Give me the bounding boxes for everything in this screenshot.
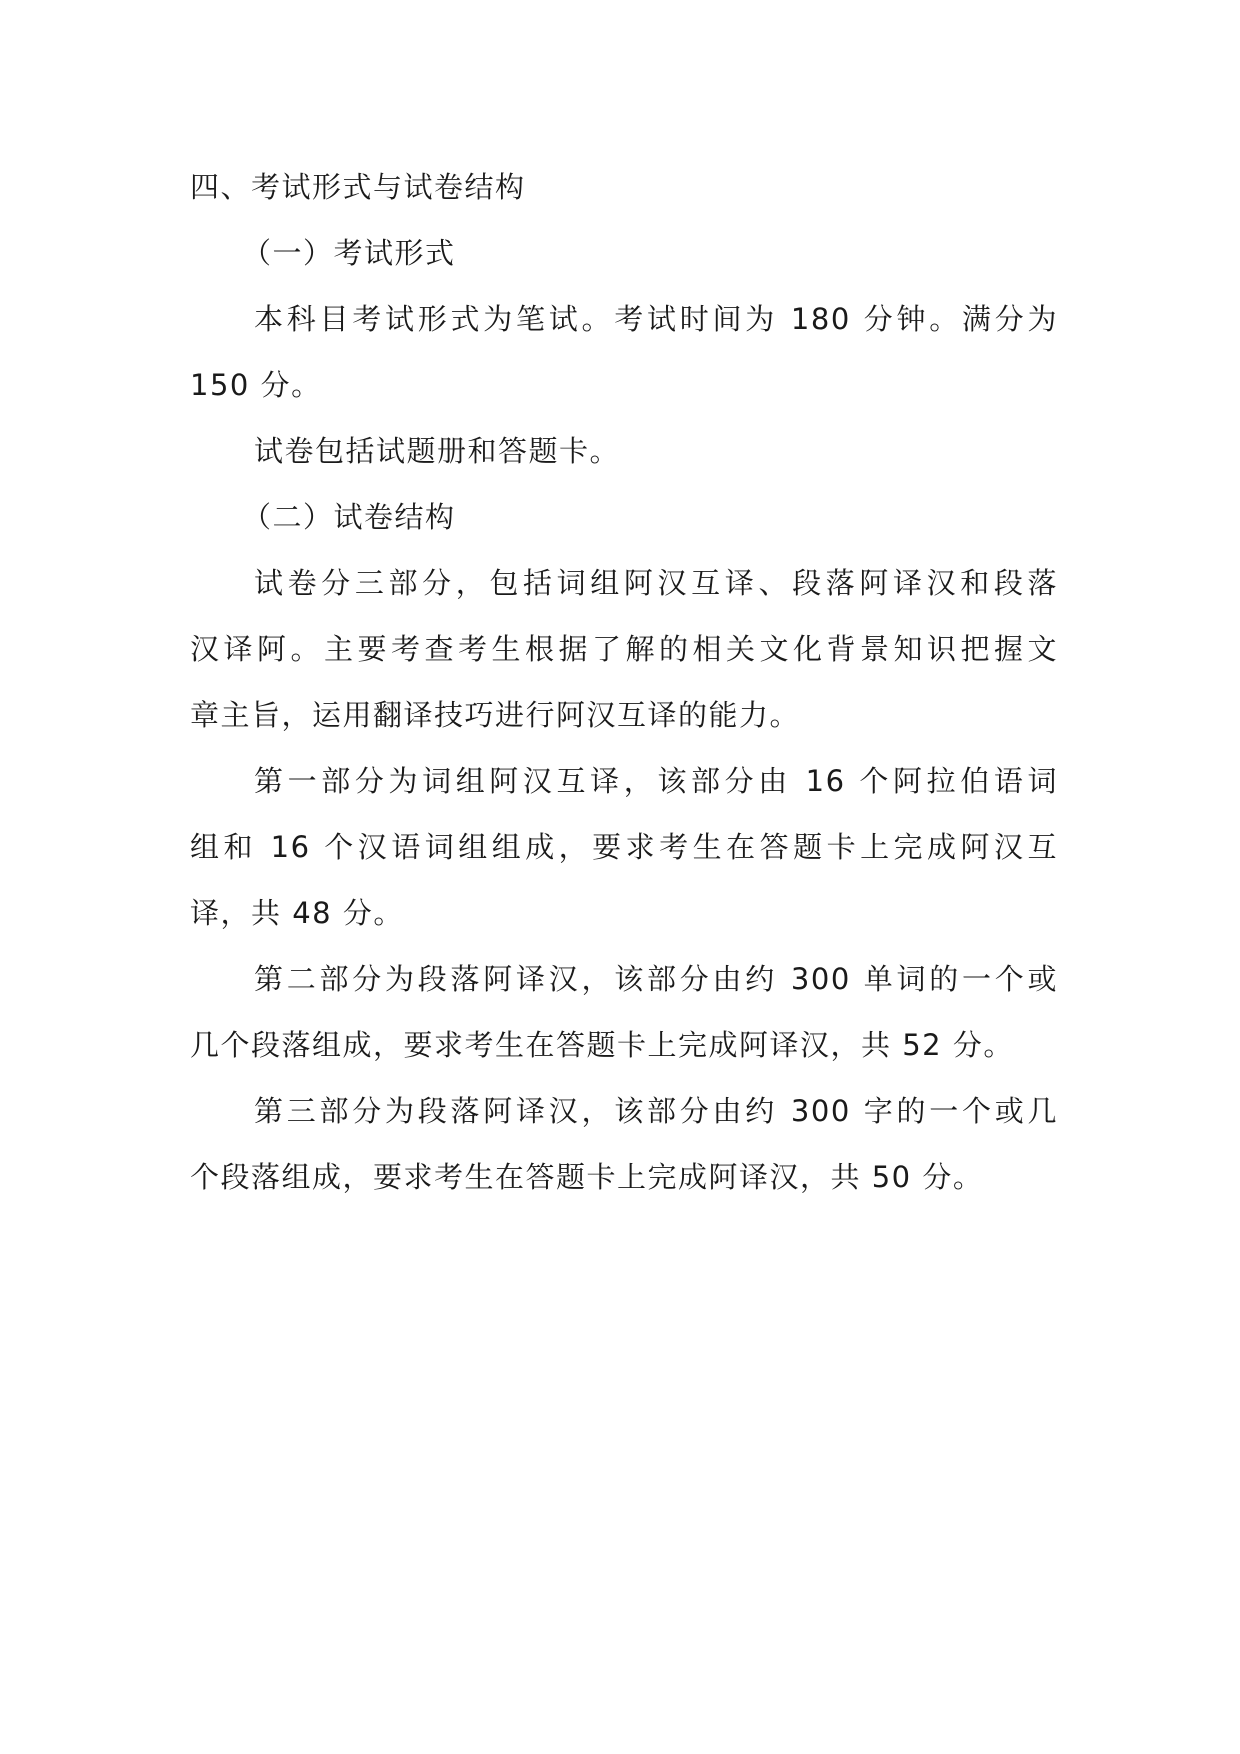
subsection-title-paper-structure: （二）试卷结构 bbox=[242, 500, 456, 534]
section-heading: 四、考试形式与试卷结构 bbox=[190, 170, 526, 204]
document-body bbox=[190, 154, 1058, 1210]
paragraph-part-two-line: 几个段落组成，要求考生在答题卡上完成阿译汉，共 52 分。 bbox=[190, 1028, 1014, 1062]
paragraph-part-one-line: 译，共 48 分。 bbox=[190, 896, 404, 930]
paragraph-part-three-line: 个段落组成，要求考生在答题卡上完成阿译汉，共 50 分。 bbox=[190, 1160, 984, 1194]
paragraph-part-one-line: 第一部分为词组阿汉互译，该部分由 16 个阿拉伯语词 bbox=[254, 764, 1058, 798]
subsection-title-exam-format: （一）考试形式 bbox=[242, 236, 456, 270]
paragraph-paper-composition: 试卷包括试题册和答题卡。 bbox=[254, 434, 621, 468]
paragraph-part-two-line: 第二部分为段落阿译汉，该部分由约 300 单词的一个或 bbox=[254, 962, 1058, 996]
paragraph-structure-overview-line: 汉译阿。主要考查考生根据了解的相关文化背景知识把握文 bbox=[190, 632, 1058, 666]
paragraph-structure-overview-line: 试卷分三部分，包括词组阿汉互译、段落阿译汉和段落 bbox=[254, 566, 1058, 600]
paragraph-exam-format-line: 150 分。 bbox=[190, 368, 322, 402]
paragraph-part-three-line: 第三部分为段落阿译汉，该部分由约 300 字的一个或几 bbox=[254, 1094, 1058, 1128]
paragraph-part-one-line: 组和 16 个汉语词组组成，要求考生在答题卡上完成阿汉互 bbox=[190, 830, 1058, 864]
paragraph-structure-overview-line: 章主旨，运用翻译技巧进行阿汉互译的能力。 bbox=[190, 698, 801, 732]
paragraph-exam-format-line: 本科目考试形式为笔试。考试时间为 180 分钟。满分为 bbox=[254, 302, 1058, 336]
